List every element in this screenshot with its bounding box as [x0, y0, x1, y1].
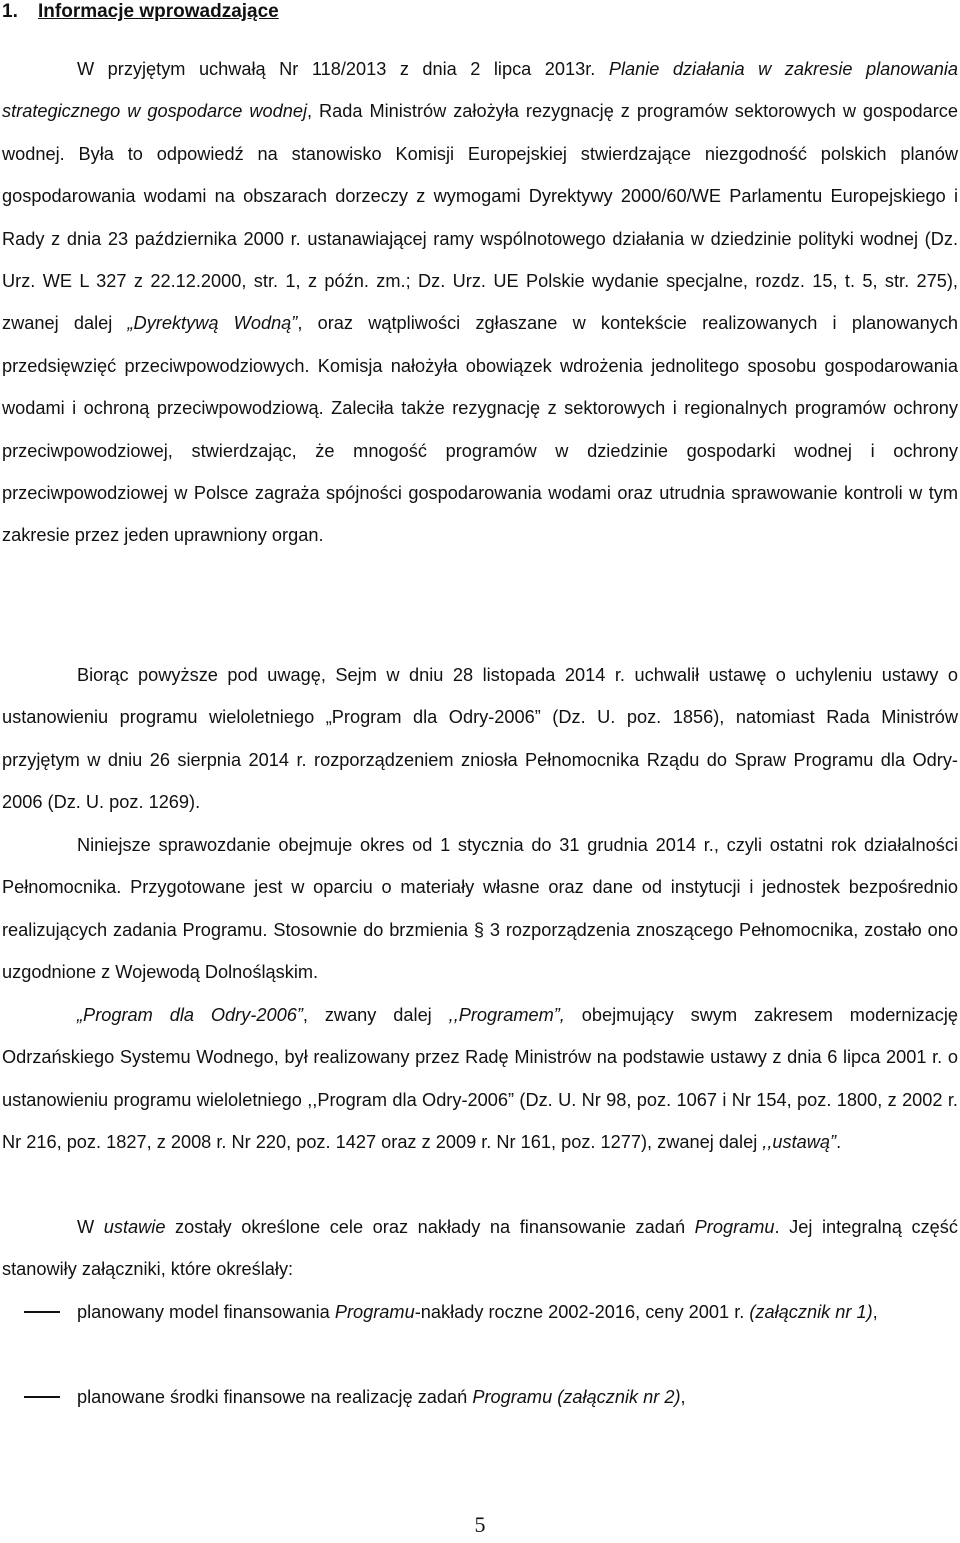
text-run: zostały określone cele oraz nakłady na finansowanie zadań: [165, 1217, 695, 1237]
text-run: planowany model finansowania: [77, 1302, 335, 1322]
page-number: 5: [474, 1512, 486, 1537]
dash-bullet: [24, 1311, 60, 1313]
text-run: , Rada Ministrów założyła rezygnację z programów sektorowych w gospodarce wodnej. Była to odpowiedź na stanowisko Komisji Europejskiej stwierdzające niezgodność polskich planów gospodarowania wodami na obszarach dorzeczy z wymogami Dyrektywy 2000/60/WE Parlamentu Europejskiego i Rady z dnia 23 października 2000 r. ustanawiającej ramy wspólnotowego działania w dziedzinie polityki wodnej (Dz. Urz. WE L 327 z 22.12.2000, str. 1, z późn. zm.; Dz. Urz. UE Polskie wydanie specjalne, rozdz. 15, t. 5, str. 275), zwanej dalej: [2, 101, 958, 334]
list-item-text: [77, 1387, 686, 1407]
italic-text-run: ,,Programem”,: [448, 1005, 565, 1025]
list-item: [2, 1291, 958, 1333]
paragraph-report-scope: [2, 824, 958, 994]
text-run: ,: [872, 1302, 878, 1322]
text-run: , oraz wątpliwości zgłaszane w kontekście realizowanych i planowanych przedsięwzięć przeciwpowodziowych. Komisja nałożyła obowiązek wdrożenia jednolitego sposobu gospodarowania wodami i ochroną przeciwpowodziową. Zaleciła także rezygnację z sektorowych i regionalnych programów ochrony przeciwpowodziowej, stwierdzając, że mnogość programów w dziedzinie gospodarki wodnej i ochrony przeciwpowodziowej w Polsce zagraża spójności gospodarowania wodami oraz utrudnia sprawowanie kontroli w tym zakresie przez jeden uprawniony organ.: [2, 313, 958, 546]
text-run: Niniejsze sprawozdanie obejmuje okres od 1 stycznia do 31 grudnia 2014 r., czyli ostatni rok działalności Pełnomocnika. Przygotowane jest w oparciu o materiały własne oraz dane od instytucji i jednostek bezpośrednio realizujących zadania Programu. Stosownie do brzmienia § 3 rozporządzenia znoszącego Pełnomocnika, zostało ono uzgodnione z Wojewodą Dolnośląskim.: [2, 835, 958, 983]
paragraph-program: [2, 994, 958, 1164]
section-number: 1.: [2, 1, 18, 22]
text-run: .: [836, 1132, 842, 1153]
paragraph-repeal: [2, 654, 958, 824]
text-run: W przyjętym uchwałą Nr 118/2013 z dnia 2 lipca 2013r.: [77, 59, 609, 79]
text-run: ,: [680, 1387, 686, 1407]
italic-text-run: Programu (załącznik nr 2): [472, 1387, 681, 1407]
text-run: . Jej integralną część stanowiły załączniki, które określały:: [2, 1217, 958, 1280]
paragraph-intro: [2, 48, 958, 557]
section-heading: [2, 0, 279, 24]
italic-text-run: Programu: [694, 1217, 775, 1237]
italic-text-run: Programu: [334, 1302, 415, 1322]
text-run: Biorąc powyższe pod uwagę, Sejm w dniu 28 listopada 2014 r. uchwalił ustawę o uchyleniu ustawy o ustanowieniu programu wieloletniego „Program dla Odry-2006” (Dz. U. poz. 1856), natomiast Rada Ministrów przyjętym w dniu 26 sierpnia 2014 r. rozporządzeniem zniosła Pełnomocnika Rządu do Spraw Programu dla Odry-2006 (Dz. U. poz. 1269).: [2, 665, 958, 813]
text-run: W: [77, 1217, 104, 1237]
italic-text-run: „Program dla Odry-2006”: [77, 1005, 303, 1025]
list-item-text: [77, 1302, 878, 1322]
text-run: planowane środki finansowe na realizację zadań: [77, 1387, 473, 1407]
text-run: obejmujący swym zakresem modernizację Odrzańskiego Systemu Wodnego, był realizowany przez Radę Ministrów na podstawie ustawy z dnia 6 lipca 2001 r. o ustanowieniu programu wieloletniego ,,Program dla Odry-2006” (Dz. U. Nr 98, poz. 1067 i Nr 154, poz. 1800, z 2002 r. Nr 216, poz. 1827, z 2008 r. Nr 220, poz. 1427 oraz z 2009 r. Nr 161, poz. 1277), zwanej dalej: [2, 1005, 958, 1153]
paragraph-annexes: [2, 1206, 958, 1291]
dash-bullet: [24, 1396, 60, 1398]
text-run: , zwany dalej: [302, 1005, 449, 1025]
italic-text-run: ustawie: [103, 1217, 166, 1237]
italic-text-run: Planie działania w zakresie planowania strategicznego w gospodarce wodnej: [2, 59, 958, 122]
text-run: -nakłady roczne 2002-2016, ceny 2001 r.: [414, 1302, 750, 1322]
list-item: [2, 1376, 958, 1418]
italic-text-run: ,,ustawą”: [762, 1132, 837, 1153]
section-title: Informacje wprowadzające: [38, 1, 279, 22]
italic-text-run: „Dyrektywą Wodną”: [127, 313, 298, 334]
italic-text-run: (załącznik nr 1): [749, 1302, 873, 1322]
